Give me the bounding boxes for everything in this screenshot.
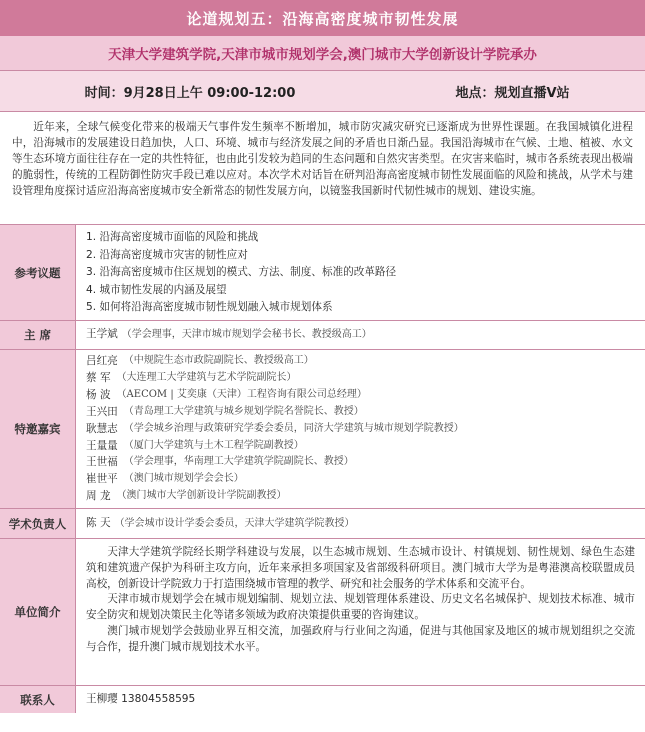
unit-paragraph: 天津大学建筑学院经长期学科建设与发展，以生态城市规划、生态城市设计、村镇规划、韧性规划、绿色生态建筑和建筑遗产保护为科研主攻方向，近年来承担多项国家及省部级科研项目。澳门城市大学为是粤港澳高校联盟成员高校，创新设计学院致力于打造围绕城市管理的教学、研究和社会服务的学术体系和交流平台。 — [86, 546, 635, 590]
page-title: 论道规划五：沿海高密度城市韧性发展 — [0, 0, 645, 36]
guest-item — [86, 454, 635, 471]
event-location: 地点：规划直播V站 — [455, 85, 570, 101]
guest-item — [86, 471, 635, 488]
guest-item — [86, 370, 635, 387]
units-label: 单位简介 — [0, 539, 76, 685]
units-content — [76, 539, 645, 685]
academic-lead-content — [76, 509, 645, 538]
chair-row — [0, 321, 645, 350]
guest-item — [86, 404, 635, 421]
guests-content — [76, 350, 645, 508]
guests-label: 特邀嘉宾 — [0, 350, 76, 508]
academic-lead-role: （学会城市设计学委会委员，天津大学建筑学院教授） — [114, 517, 355, 529]
guest-name: 耿慧志 — [86, 422, 118, 435]
guest-name: 王兴田 — [86, 405, 118, 418]
topics-row — [0, 225, 645, 321]
topic-item: 1. 沿海高密度城市面临的风险和挑战 — [86, 231, 259, 243]
organizers-line: 天津大学建筑学院,天津市城市规划学会,澳门城市大学创新设计学院承办 — [0, 36, 645, 71]
contact-row — [0, 686, 645, 713]
guest-name: 王量量 — [86, 439, 118, 452]
topics-label: 参考议题 — [0, 225, 76, 320]
guest-name: 吕红亮 — [86, 355, 118, 367]
chair-name: 王学斌 — [86, 328, 118, 341]
guest-role: （学会城乡治理与政策研究学委会委员，同济大学建筑与城市规划学院教授） — [123, 422, 464, 434]
guest-role: （AECOM | 艾奕康（天津）工程咨询有限公司总经理） — [116, 388, 367, 400]
topic-item: 2. 沿海高密度城市灾害的韧性应对 — [86, 248, 248, 261]
academic-lead-row — [0, 509, 645, 539]
intro-paragraph: 近年来，全球气候变化带来的极端天气事件发生频率不断增加，城市防灾减灾研究已逐渐成为世界性课题。在我国城镇化进程中，沿海城市的发展建设日趋加快，人口、环境、城市与经济发展之间的矛盾也日渐凸显。我国沿海城市在气候、土地、植被、水文等生态环境方面往往存在一定的共性特征，也由此引发较为趋同的生态问题和自然灾害类型。在灾害来临时，城市各系统表现出极端的脆弱性，传统的工程防御性防灾手段已难以应对。本次学术对话旨在研判沿海高密度城市韧性发展面临的风险和挑战，从学术与建设管理角度探讨适应沿海高密度城市安全新常态的韧性发展方向，以镜鉴我国新时代韧性城市的规划、建设实施。 — [0, 112, 645, 225]
event-time: 时间：9月28日上午 09:00-12:00 — [84, 85, 296, 101]
guest-role: （澳门城市规划学会会长） — [123, 473, 244, 485]
guest-name: 崔世平 — [86, 473, 118, 486]
guest-role: （学会理事，华南理工大学建筑学院副院长、教授） — [123, 456, 354, 468]
guest-item — [86, 488, 635, 505]
guest-name: 王世福 — [86, 456, 118, 469]
guest-item — [86, 387, 635, 404]
guest-role: （澳门城市大学创新设计学院副教授） — [116, 490, 287, 502]
topic-item: 4. 城市韧性发展的内涵及展望 — [86, 283, 227, 296]
guests-row — [0, 350, 645, 509]
guest-role: （中规院生态市政院副院长、教授级高工） — [123, 355, 314, 366]
guest-role: （青岛理工大学建筑与城乡规划学院名誉院长、教授） — [123, 405, 364, 417]
chair-label: 主 席 — [0, 321, 76, 349]
units-row — [0, 539, 645, 686]
academic-lead-name: 陈 天 — [86, 516, 111, 529]
guest-name: 杨 波 — [86, 388, 111, 401]
schedule-row — [0, 71, 645, 112]
topics-list — [86, 229, 635, 317]
topic-item: 3. 沿海高密度城市住区规划的模式、方法、制度、标准的改革路径 — [86, 266, 397, 278]
guest-item — [86, 438, 635, 455]
academic-lead-label: 学术负责人 — [0, 509, 76, 538]
guest-name: 周 龙 — [86, 490, 111, 503]
guest-role: （厦门大学建筑与土木工程学院副教授） — [123, 439, 304, 451]
guest-name: 蔡 军 — [86, 371, 111, 384]
guest-item — [86, 353, 635, 370]
chair-content — [76, 321, 645, 349]
guest-item — [86, 421, 635, 438]
contact-label: 联系人 — [0, 686, 76, 713]
unit-paragraph: 天津市城市规划学会在城市规划编制、规划立法、规划管理体系建设、历史文名名城保护、规划技术标准、城市安全防灾和规划决策民主化等诸多领域为政府决策提供重要的咨询建议。 — [86, 593, 635, 622]
topics-content — [76, 225, 645, 320]
contact-value: 王柳璎 13804558595 — [86, 692, 196, 705]
chair-role: （学会理事，天津市城市规划学会秘书长、教授级高工） — [121, 329, 372, 341]
unit-paragraph: 澳门城市规划学会鼓励业界互相交流，加强政府与行业间之沟通，促进与其他国家及地区的城市规划组织之交流与合作，提升澳门城市规划技术水平。 — [86, 624, 635, 653]
guest-role: （大连理工大学建筑与艺术学院副院长） — [116, 371, 297, 383]
topic-item: 5. 如何将沿海高密度城市韧性规划融入城市规划体系 — [86, 301, 333, 313]
